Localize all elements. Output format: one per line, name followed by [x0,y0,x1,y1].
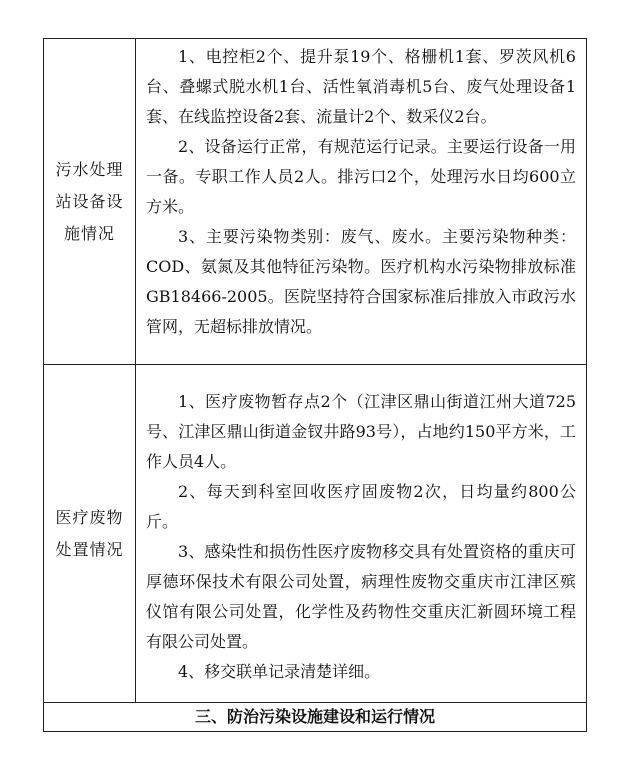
row-label-sewage-equipment: 污水处理站设备设施情况 [55,159,124,243]
row-label-cell [44,39,136,365]
table-row-sewage-equipment [44,39,587,365]
row-content-cell [136,39,587,365]
section-heading: 三、防治污染设施建设和运行情况 [44,703,587,732]
row-label-medical-waste: 医疗废物处置情况 [55,507,124,559]
paragraph-pollutants: 3、主要污染物类别：废气、废水。主要污染物种类：COD、氨氮及其他特征污染物。医疗机构水污染物排放标准GB18466-2005。医院坚持符合国家标准后排放入市政污水管网，无超标排放情况。 [146,227,576,336]
table-row-medical-waste [44,365,587,703]
paragraph-equipment-list: 1、电控柜2个、提升泵19个、格栅机1套、罗茨风机6台、叠螺式脱水机1台、活性氧消毒机5台、废气处理设备1套、在线监控设备2套、流量计2个、数采仪2台。 [146,47,576,126]
paragraph-operation-status: 2、设备运行正常，有规范运行记录。主要运行设备一用一备。专职工作人员2人。排污口2个，处理污水日均600立方米。 [146,137,576,216]
table-row-section-heading [44,703,587,732]
paragraph-disposal-companies: 3、感染性和损伤性医疗废物移交具有处置资格的重庆可厚德环保技术有限公司处置，病理性废物交重庆市江津区殡仪馆有限公司处置，化学性及药物性交重庆汇新圆环境工程有限公司处置。 [146,542,576,651]
info-table [43,38,587,732]
row-content-cell [136,365,587,703]
paragraph-transfer-records: 4、移交联单记录清楚详细。 [178,662,381,681]
row-label-cell [44,365,136,703]
paragraph-storage-points: 1、医疗废物暂存点2个（江津区鼎山街道江州大道725号、江津区鼎山街道金钗井路93号），占地约150平方米，工作人员4人。 [146,392,576,471]
paragraph-daily-collection: 2、每天到科室回收医疗固废物2次，日均量约800公斤。 [146,482,576,531]
